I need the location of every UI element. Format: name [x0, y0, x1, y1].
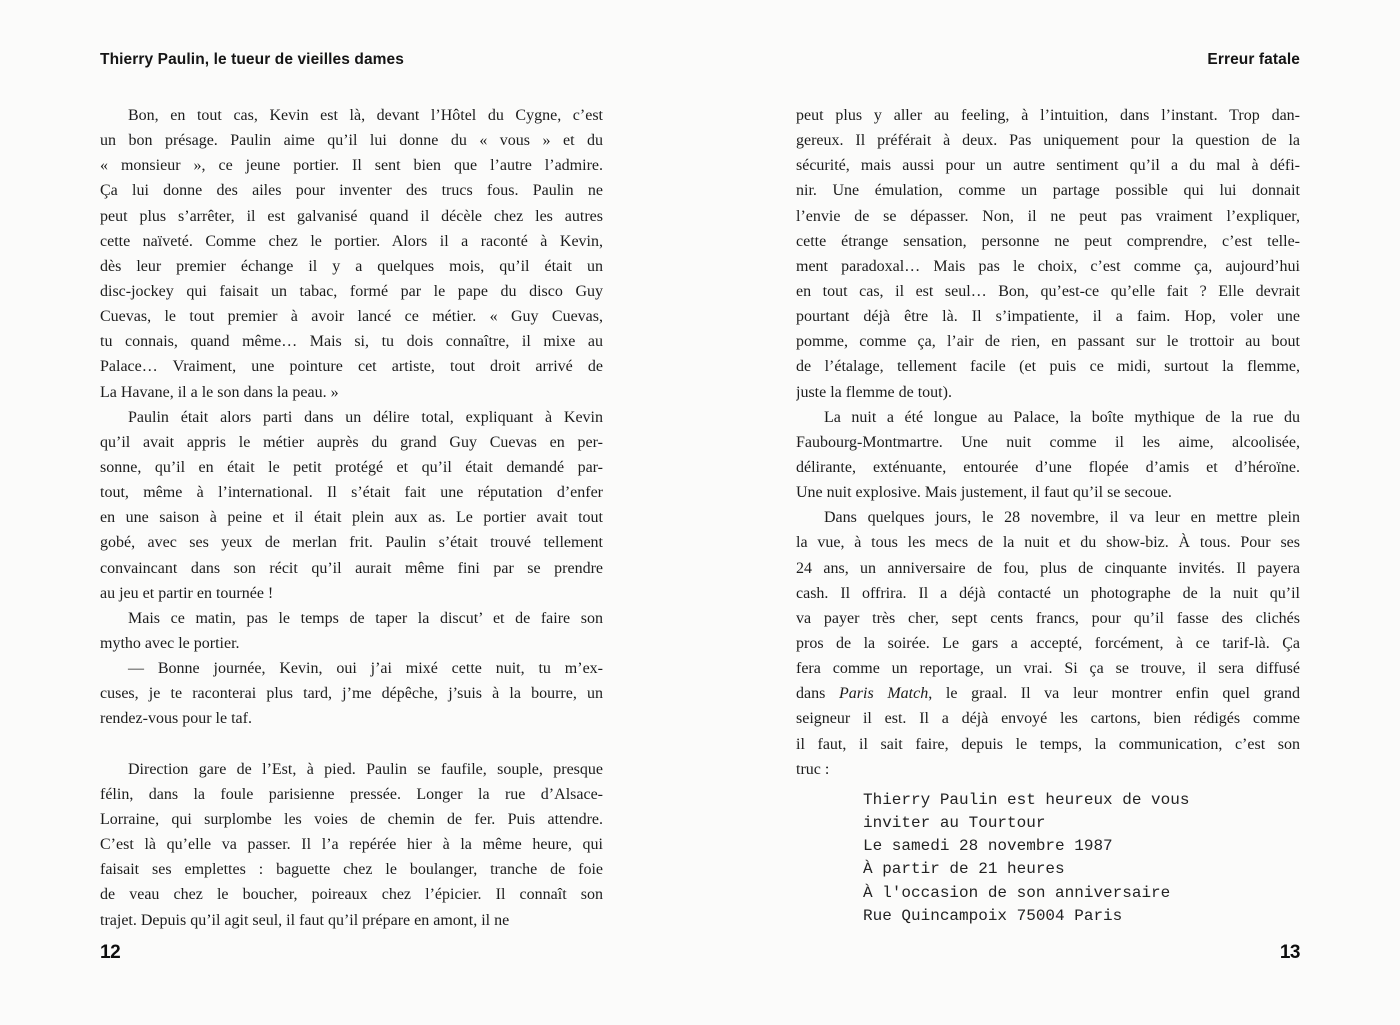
- page-number-right: 13: [1279, 942, 1300, 963]
- text-line: Palace… Vraiment, une pointure cet artiste, tout droit arrivé de: [100, 358, 603, 376]
- text-line: mytho avec le portier.: [100, 634, 240, 652]
- paragraph: [796, 505, 1300, 782]
- paragraph: [100, 103, 603, 405]
- text-line: qu’il avait appris le métier auprès du grand Guy Cuevas en per-: [100, 433, 603, 451]
- text-line: — Bonne journée, Kevin, oui j’ai mixé cette nuit, tu m’ex-: [128, 660, 603, 678]
- text-line: La Havane, il a le son dans la peau. »: [100, 383, 339, 401]
- text-line: gobé, avec ses yeux de merlan frit. Paulin s’était trouvé tellement: [100, 534, 603, 552]
- text-line: en tout cas, il est seul… Bon, qu’est-ce qu’elle fait ? Elle devrait: [796, 282, 1300, 300]
- text-line: Dans quelques jours, le 28 novembre, il va leur en mettre plein: [824, 509, 1300, 527]
- text-line: félin, dans la foule parisienne pressée. Longer la rue d’Alsace-: [100, 785, 603, 803]
- right-page: [796, 0, 1300, 1025]
- paragraph: [100, 405, 603, 606]
- text-line: convaincant dans son récit qu’il aurait même fini par se prendre: [100, 559, 603, 577]
- text-line: Direction gare de l’Est, à pied. Paulin se faufile, souple, presque: [128, 760, 603, 778]
- text-line: La nuit a été longue au Palace, la boîte mythique de la rue du: [824, 408, 1300, 426]
- text-line: de l’étalage, tellement facile (et puis ce midi, surtout la flemme,: [796, 358, 1300, 376]
- text-line: il faut, il sait faire, depuis le temps, la communication, c’est son: [796, 735, 1300, 753]
- text-line: un bon présage. Paulin aime qu’il lui donne du « vous » et du: [100, 132, 603, 150]
- text-line: délirante, exténuante, entourée d’une flopée d’amis et d’héroïne.: [796, 458, 1300, 476]
- text-line: de veau chez le boucher, poireaux chez l’épicier. Il connaît son: [100, 886, 603, 904]
- text-line: tu connais, quand même… Mais si, tu dois connaître, il mixe au: [100, 333, 603, 351]
- page-number-left: 12: [100, 942, 121, 963]
- text-line: dès leur premier échange il y a quelques mois, qu’il était un: [100, 257, 603, 275]
- left-text-column: [100, 103, 603, 933]
- text-line: « monsieur », ce jeune portier. Il sent bien que l’autre l’admire.: [100, 157, 603, 175]
- paragraph: [100, 656, 603, 731]
- text-line: fera comme un reportage, un vrai. Si ça se trouve, il sera diffusé: [796, 660, 1300, 678]
- text-line: Cuevas, le tout premier à avoir lancé ce métier. « Guy Cuevas,: [100, 308, 603, 326]
- text-line: peut plus s’arrêter, il est galvanisé quand il décèle chez les autres: [100, 207, 603, 225]
- invitation-line: À partir de 21 heures: [863, 860, 1065, 879]
- text-line: juste la flemme de tout).: [796, 383, 952, 401]
- running-header-left: Thierry Paulin, le tueur de vieilles dames: [100, 51, 404, 68]
- text-segment: , le graal. Il va leur montrer enfin quel grand: [928, 685, 1300, 703]
- text-line: trajet. Depuis qu’il agit seul, il faut qu’il prépare en amont, il ne: [100, 911, 510, 929]
- text-line: pomme, comme ça, l’air de rien, en passant sur le trottoir au bout: [796, 333, 1300, 351]
- text-line: cette naïveté. Comme chez le portier. Alors il a raconté à Kevin,: [100, 232, 603, 250]
- paragraph: [796, 405, 1300, 506]
- text-line: rendez-vous pour le taf.: [100, 710, 252, 728]
- text-line: [796, 681, 1300, 706]
- running-header-right: Erreur fatale: [1207, 51, 1300, 68]
- text-line: pourtant déjà être là. Il s’impatiente, il a faim. Hop, voler une: [796, 308, 1300, 326]
- text-line: Une nuit explosive. Mais justement, il faut qu’il se secoue.: [796, 484, 1172, 502]
- text-line: faisait ses emplettes : baguette chez le boulanger, tranche de foie: [100, 861, 603, 879]
- text-line: disc-jockey qui faisait un tabac, formé par le pape du disco Guy: [100, 282, 603, 300]
- text-line: l’envie de se dépasser. Non, il ne peut pas vraiment l’expliquer,: [796, 207, 1300, 225]
- text-line: seigneur il est. Il a déjà envoyé les cartons, bien rédigés comme: [796, 710, 1300, 728]
- text-line: en une saison à peine et il était plein aux as. Le portier avait tout: [100, 509, 603, 527]
- text-line: cette étrange sensation, personne ne peut comprendre, c’est telle-: [796, 232, 1300, 250]
- text-line: tout, même à l’international. Il s’était fait une réputation d’enfer: [100, 484, 603, 502]
- italic-text: Paris Match: [839, 685, 929, 703]
- text-line: nir. Une émulation, comme un partage possible qui lui donnait: [796, 182, 1300, 200]
- text-line: sonne, qu’il en était le petit protégé et qu’il était demandé par-: [100, 458, 603, 476]
- text-segment: dans: [796, 685, 839, 703]
- right-text-column: [796, 103, 1300, 928]
- paragraph: [796, 103, 1300, 405]
- invitation-line: Rue Quincampoix 75004 Paris: [863, 906, 1123, 925]
- text-line: au jeu et partir en tournée !: [100, 584, 274, 602]
- text-line: Ça lui donne des ailes pour inventer des trucs fous. Paulin ne: [100, 182, 603, 200]
- text-line: truc :: [796, 760, 830, 778]
- text-line: ment paradoxal… Mais pas le choix, c’est comme ça, aujourd’hui: [796, 257, 1300, 275]
- paragraph: [100, 757, 603, 933]
- text-line: gereux. Il préférait à deux. Pas uniquement pour la question de la: [796, 132, 1300, 150]
- text-line: cuses, je te raconterai plus tard, j’me dépêche, j’suis à la bourre, un: [100, 685, 603, 703]
- text-line: Paulin était alors parti dans un délire total, expliquant à Kevin: [128, 408, 603, 426]
- text-line: Lorraine, qui surplombe les voies de chemin de fer. Puis attendre.: [100, 810, 603, 828]
- text-line: Faubourg-Montmartre. Une nuit comme il les aime, alcoolisée,: [796, 433, 1300, 451]
- invitation-card: [863, 789, 1300, 928]
- invitation-line: À l'occasion de son anniversaire: [863, 883, 1171, 902]
- text-line: C’est là qu’elle va passer. Il l’a repérée hier à la même heure, qui: [100, 836, 603, 854]
- text-line: la vue, à tous les mecs de la nuit et du show-biz. À tous. Pour ses: [796, 534, 1300, 552]
- text-line: pros de la soirée. Le gars a accepté, forcément, à ce tarif-là. Ça: [796, 634, 1300, 652]
- text-line: va payer très cher, sept cents francs, pour qu’il fasse des clichés: [796, 609, 1300, 627]
- text-line: sécurité, mais aussi pour un autre sentiment qu’il a du mal à défi-: [796, 157, 1300, 175]
- text-line: cash. Il offrira. Il a déjà contacté un photographe de la nuit qu’il: [796, 584, 1300, 602]
- invitation-line: inviter au Tourtour: [863, 814, 1046, 832]
- paragraph: [100, 606, 603, 656]
- invitation-line: Thierry Paulin est heureux de vous: [863, 790, 1190, 809]
- text-line: Bon, en tout cas, Kevin est là, devant l’Hôtel du Cygne, c’est: [128, 107, 603, 124]
- text-line: peut plus y aller au feeling, à l’intuition, dans l’instant. Trop dan-: [796, 107, 1300, 124]
- text-line: Mais ce matin, pas le temps de taper la discut’ et de faire son: [128, 609, 603, 627]
- left-page: [100, 0, 603, 1025]
- invitation-line: Le samedi 28 novembre 1987: [863, 837, 1113, 856]
- text-line: 24 ans, un anniversaire de fou, plus de cinquante invités. Il payera: [796, 559, 1300, 577]
